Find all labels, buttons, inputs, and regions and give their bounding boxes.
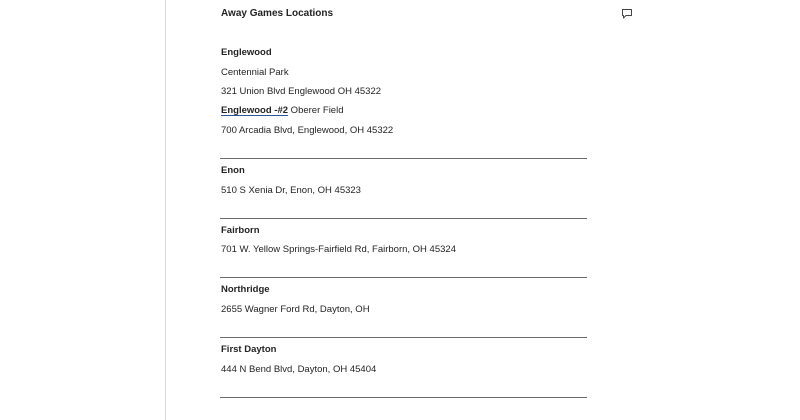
address-line: 701 W. Yellow Springs-Fairfield Rd, Fairborn, OH 45324	[221, 244, 456, 255]
address-line: 700 Arcadia Blvd, Englewood, OH 45322	[221, 125, 394, 136]
section-divider	[220, 218, 587, 219]
comment-icon[interactable]	[621, 8, 633, 20]
englewood-2-link[interactable]: Englewood -#2	[221, 105, 289, 116]
document-title: Away Games Locations	[221, 8, 334, 19]
section-heading-enon: Enon	[221, 165, 245, 176]
section-divider	[220, 277, 587, 278]
location-line: Centennial Park	[221, 67, 289, 78]
section-divider	[220, 337, 587, 338]
section-heading-englewood: Englewood	[221, 47, 272, 58]
section-divider	[220, 397, 587, 398]
section-divider	[220, 158, 587, 159]
section-heading-fairborn: Fairborn	[221, 225, 260, 236]
address-line: 2655 Wagner Ford Rd, Dayton, OH	[221, 304, 370, 315]
secondary-location-suffix: Oberer Field	[288, 105, 344, 116]
address-line: 444 N Bend Blvd, Dayton, OH 45404	[221, 364, 377, 375]
address-line: 510 S Xenia Dr, Enon, OH 45323	[221, 185, 361, 196]
section-heading-first-dayton: First Dayton	[221, 344, 277, 355]
address-line: 321 Union Blvd Englewood OH 45322	[221, 86, 382, 97]
section-heading-northridge: Northridge	[221, 284, 270, 295]
secondary-location-line	[221, 105, 343, 116]
